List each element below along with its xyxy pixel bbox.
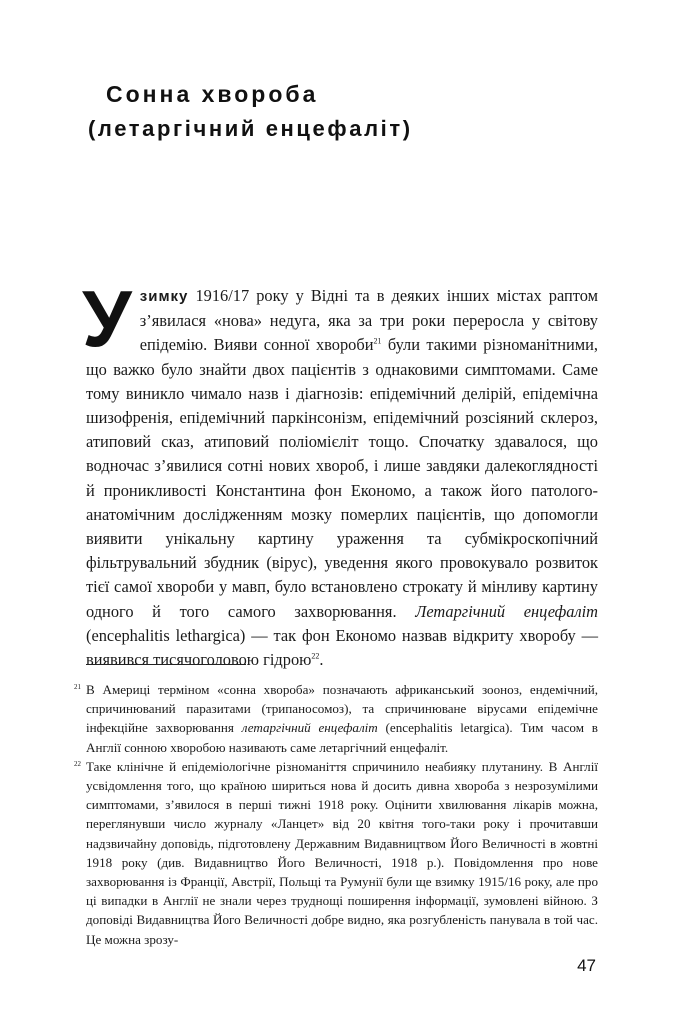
footnote-separator (86, 664, 246, 665)
footnote-italic-term: летаргічний енцефаліт (241, 720, 378, 736)
footnote-number: 22 (74, 759, 81, 768)
footnote-number: 21 (74, 683, 81, 691)
footnotes (74, 680, 598, 949)
footnote-21 (74, 680, 598, 757)
chapter-title (88, 78, 648, 145)
body-text-segment: 1916/17 року у Відні та в деяких інших містах раптом з’явилася «нова» недуга, яка за три роки переросла у світову епідемію. Вияви сонної хвороби (139, 286, 598, 355)
footnote-text: Таке клінічне й епідеміологічне різноманіття спричинило неабияку плутанину. В Англії усвідомлення того, що країною шириться нова й досить дивна хвороба з незрозумілими симптомами, з’явилося в перші тижні 1918 року. Оцінити хвилювання лікарів можна, переглянувши число журналу «Ланцет» від 20 квітня того-таки року і прочитавши надзвичайну доповідь, підготовлену Державним Видавництвом Його Величності в жовтні 1918 року (див. Видавництво Його Величності, 1918 р.). Повідомлення про нове захворювання із Франції, Австрії, Польщі та Румунії були ще взимку 1915/16 року, але про ці випадки в Англії не знали через труднощі поширення інформації, зумовлені війною. З доповіді Видавництва Його Величності добре видно, яка розгубленість панувала в той час. Це можна зрозу- (86, 758, 598, 947)
chapter-title-line2: (летаргічний енцефаліт) (88, 116, 413, 141)
body-text (82, 274, 598, 672)
chapter-title-line1: Сонна хвороба (106, 81, 319, 107)
body-text-segment: (encephalitis lethargica) — так фон Економо назвав відкриту хворобу — виявився тисячоголовою гідрою (86, 625, 598, 670)
italic-term: Летаргічний енцефаліт (415, 601, 598, 621)
page-number: 47 (577, 956, 596, 975)
footnote-ref-21[interactable]: 21 (373, 336, 382, 346)
body-text-segment: . (319, 650, 324, 670)
body-paragraph (82, 274, 598, 672)
drop-cap: У (82, 274, 132, 363)
footnote-text: В Америці терміном «сонна хвороба» позначають африканський зооноз, ендемічний, спричинюваний паразитами (трипаносомоз), та спричинюване вірусами епідемічне інфекційне захворювання (86, 682, 598, 736)
body-text-segment: були такими різноманітними, що важко було знайти двох пацієнтів з однаковими симптомами. Саме тому виникло чимало назв і діагнозів: епідемічний делірій, епідемічна шизофренія, епідемічний паркінсонізм, епідемічний розсіяний склероз, атиповий сказ, атиповий поліомієліт тощо. Спочатку здавалося, що водночас з’явилися сотні нових хвороб, і лише завдяки далекоглядності й проникливості Константина фон Економо, а також його патолого-анатомічним дослідженням мозку померлих пацієнтів, що допомогли виявити унікальну картину ураження та субмікроскопічний фільтрувальний збудник (вірус), уведення якого провокувало розвиток тієї самої хвороби у мавп, було встановлено строкату й мінливу картину одного й того самого захворювання. (86, 335, 598, 621)
footnote-22 (74, 757, 598, 949)
lead-word: зимку (139, 288, 189, 305)
footnote-ref-22[interactable]: 22 (311, 651, 320, 661)
footnote-text: (encephalitis letargica). Тим часом в Англії сонною хворобою називають саме летаргічний енцефаліт. (86, 720, 598, 755)
